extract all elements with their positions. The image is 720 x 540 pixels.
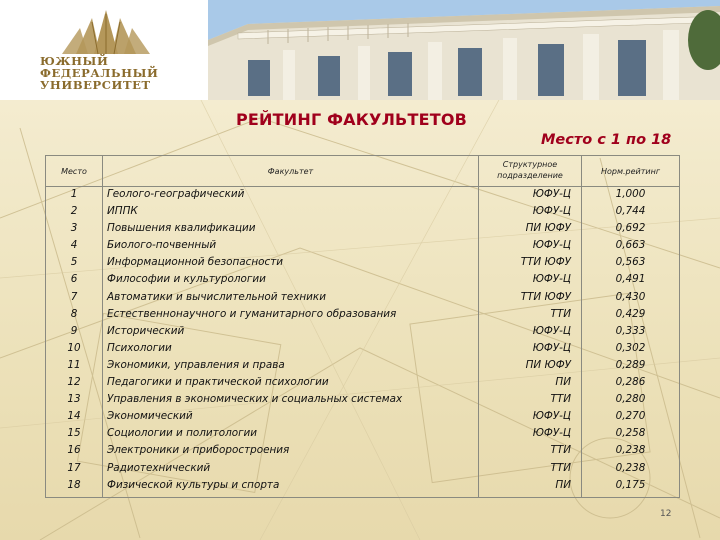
- cell-faculty: Геолого-географический: [107, 188, 245, 200]
- cell-unit: ЮФУ-Ц: [532, 273, 571, 286]
- cell-unit: ПИ: [555, 376, 571, 389]
- cell-faculty: Философии и культурологии: [107, 273, 266, 286]
- cell-unit: ТТИ ЮФУ: [520, 256, 571, 269]
- cell-place: 17: [67, 461, 81, 474]
- logo-line-2: ФЕДЕРАЛЬНЫЙ: [40, 66, 159, 80]
- page-title: РЕЙТИНГ ФАКУЛЬТЕТОВ: [236, 110, 468, 129]
- cell-unit: ПИ: [555, 478, 571, 491]
- cell-faculty: Повышения квалификации: [107, 222, 256, 235]
- header-unit-line2: подразделение: [497, 171, 563, 180]
- header-faculty: Факультет: [267, 167, 314, 176]
- cell-place: 4: [70, 239, 78, 252]
- cell-place: 1: [70, 188, 78, 200]
- cell-faculty: Педагогики и практической психологии: [107, 376, 329, 389]
- cell-unit: ЮФУ-Ц: [532, 410, 571, 423]
- cell-unit: ПИ ЮФУ: [525, 358, 571, 371]
- university-name: [40, 55, 190, 91]
- cell-faculty: Биолого-почвенный: [107, 239, 217, 252]
- cell-unit: ЮФУ-Ц: [532, 341, 571, 354]
- column-faculty: [107, 186, 477, 494]
- cell-faculty: Исторический: [107, 324, 185, 337]
- table-column-divider-1: [102, 155, 103, 498]
- cell-place: 12: [67, 376, 81, 389]
- cell-unit: ПИ ЮФУ: [525, 222, 571, 235]
- cell-place: 9: [70, 324, 78, 337]
- header-unit-line1: Структурное: [502, 160, 558, 169]
- cell-unit: ТТИ: [550, 461, 571, 474]
- column-unit: [479, 186, 571, 494]
- cell-place: 6: [70, 273, 78, 286]
- cell-faculty: Управления в экономических и социальных системах: [107, 393, 403, 406]
- cell-unit: ЮФУ-Ц: [532, 239, 571, 252]
- sunburst-logo-icon: [36, 8, 176, 58]
- cell-unit: ТТИ ЮФУ: [520, 290, 571, 303]
- cell-rating: 0,286: [615, 376, 646, 389]
- cell-place: 18: [67, 478, 81, 491]
- logo-line-3: УНИВЕРСИТЕТ: [40, 78, 151, 92]
- cell-faculty: Электроники и приборостроения: [107, 444, 290, 457]
- cell-faculty: Психологии: [107, 341, 172, 354]
- cell-place: 11: [67, 358, 81, 371]
- cell-rating: 0,238: [615, 461, 646, 474]
- cell-place: 2: [70, 205, 78, 218]
- table-border-top: [45, 155, 680, 156]
- building-photo: [208, 0, 720, 100]
- cell-place: 15: [67, 427, 81, 440]
- cell-rating: 0,692: [615, 222, 646, 235]
- cell-faculty: Экономический: [107, 410, 193, 423]
- cell-faculty: Физической культуры и спорта: [107, 478, 280, 491]
- cell-unit: ЮФУ-Ц: [532, 205, 571, 218]
- column-place: [46, 186, 102, 494]
- cell-rating: 0,238: [615, 444, 646, 457]
- cell-rating: 0,563: [615, 256, 646, 269]
- cell-place: 7: [70, 290, 78, 303]
- cell-unit: ТТИ: [550, 393, 571, 406]
- cell-place: 5: [70, 256, 78, 269]
- page-subtitle: Место с 1 по 18: [541, 132, 672, 148]
- cell-faculty: Радиотехнический: [107, 461, 211, 474]
- cell-rating: 0,429: [615, 307, 646, 320]
- cell-rating: 1,000: [615, 188, 646, 200]
- cell-unit: ТТИ: [550, 307, 571, 320]
- cell-rating: 0,491: [615, 273, 646, 286]
- cell-faculty: Социологии и политологии: [107, 427, 258, 440]
- cell-faculty: Экономики, управления и права: [107, 358, 285, 371]
- cell-unit: ЮФУ-Ц: [532, 427, 571, 440]
- table-border-right: [679, 155, 680, 498]
- table-border-bottom: [45, 497, 680, 498]
- cell-rating: 0,175: [615, 478, 646, 491]
- cell-rating: 0,430: [615, 290, 646, 303]
- cell-place: 8: [70, 307, 78, 320]
- cell-place: 3: [70, 222, 78, 235]
- column-rating: [582, 186, 679, 494]
- cell-rating: 0,663: [615, 239, 646, 252]
- cell-place: 10: [67, 341, 81, 354]
- cell-rating: 0,280: [615, 393, 646, 406]
- header-unit: [479, 159, 581, 181]
- cell-rating: 0,289: [615, 358, 646, 371]
- cell-place: 16: [67, 444, 81, 457]
- cell-rating: 0,270: [615, 410, 646, 423]
- cell-rating: 0,744: [615, 205, 646, 218]
- cell-unit: ЮФУ-Ц: [532, 324, 571, 337]
- logo-line-1: ЮЖНЫЙ: [40, 54, 109, 68]
- cell-rating: 0,302: [615, 341, 646, 354]
- cell-faculty: Автоматики и вычислительной техники: [107, 290, 326, 303]
- cell-faculty: ИППК: [107, 205, 138, 218]
- page-number: 12: [660, 509, 672, 519]
- cell-faculty: Информационной безопасности: [107, 256, 284, 269]
- cell-unit: ТТИ: [550, 444, 571, 457]
- cell-place: 13: [67, 393, 81, 406]
- cell-faculty: Естественнонаучного и гуманитарного образования: [107, 307, 397, 320]
- cell-unit: ЮФУ-Ц: [532, 188, 571, 200]
- header-place: Место: [61, 167, 87, 176]
- cell-place: 14: [67, 410, 81, 423]
- cell-rating: 0,333: [615, 324, 646, 337]
- header-rating: Норм.рейтинг: [600, 167, 661, 176]
- cell-rating: 0,258: [615, 427, 646, 440]
